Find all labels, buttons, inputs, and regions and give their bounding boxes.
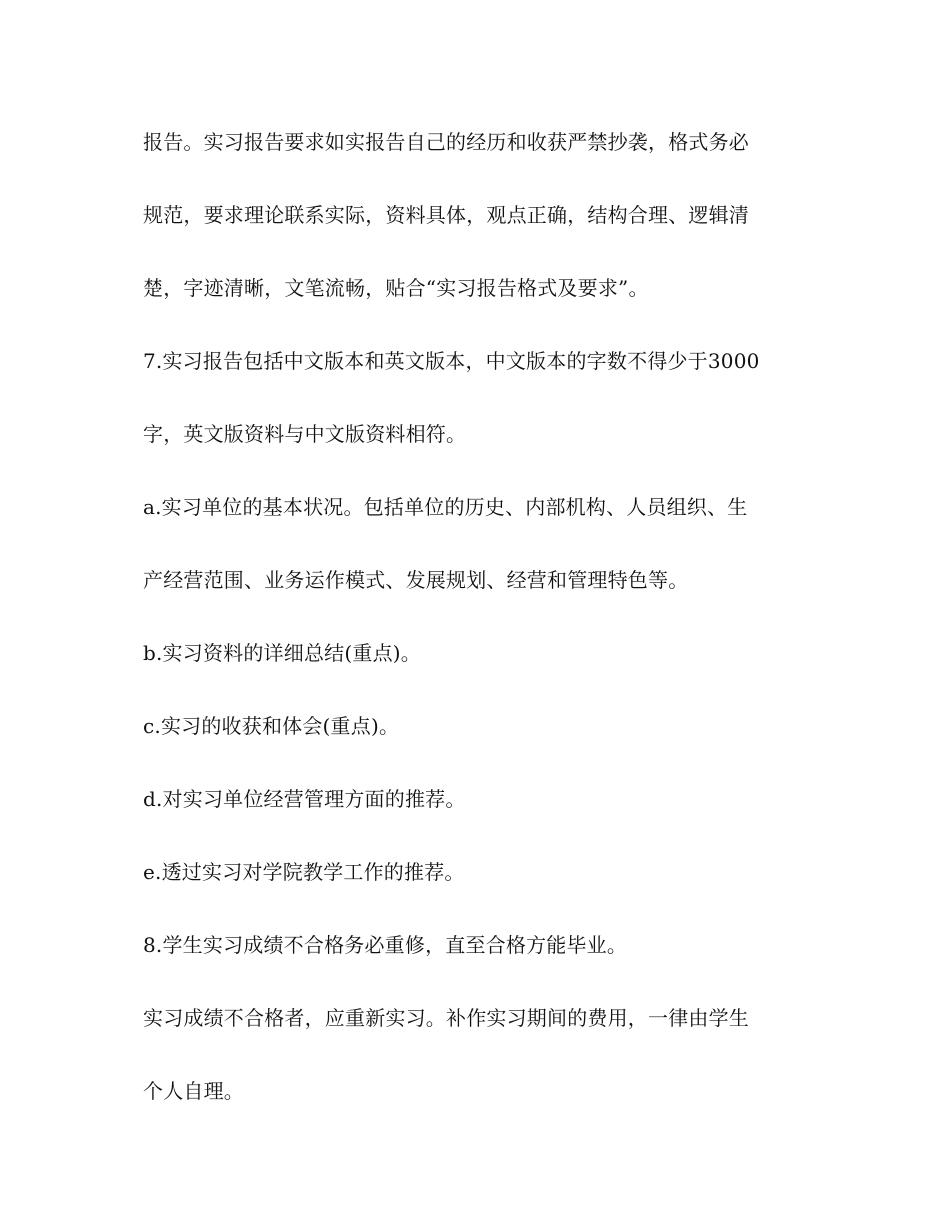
paragraph-line-3: 楚，字迹清晰，文笔流畅，贴合“实习报告格式及要求”。 (143, 276, 649, 300)
paragraph-line-9: c.实习的收获和体会(重点)。 (143, 714, 400, 738)
paragraph-line-1: 报告。实习报告要求如实报告自己的经历和收获严禁抄袭，格式务必 (143, 130, 749, 154)
paragraph-line-10: d.对实习单位经营管理方面的推荐。 (143, 787, 466, 811)
paragraph-line-7: 产经营范围、业务运作模式、发展规划、经营和管理特色等。 (143, 568, 689, 592)
paragraph-line-14: 个人自理。 (143, 1079, 244, 1103)
paragraph-line-12: 8.学生实习成绩不合格务必重修，直至合格方能毕业。 (143, 933, 628, 957)
paragraph-line-13: 实习成绩不合格者，应重新实习。补作实习期间的费用，一律由学生 (143, 1006, 749, 1030)
paragraph-line-4: 7.实习报告包括中文版本和英文版本，中文版本的字数不得少于3000 (143, 349, 760, 373)
paragraph-line-6: a.实习单位的基本状况。包括单位的历史、内部机构、人员组织、生 (143, 495, 748, 519)
paragraph-line-11: e.透过实习对学院教学工作的推荐。 (143, 860, 465, 884)
paragraph-line-5: 字，英文版资料与中文版资料相符。 (143, 422, 467, 446)
paragraph-line-2: 规范，要求理论联系实际，资料具体，观点正确，结构合理、逻辑清 (143, 203, 749, 227)
paragraph-line-8: b.实习资料的详细总结(重点)。 (143, 641, 421, 665)
